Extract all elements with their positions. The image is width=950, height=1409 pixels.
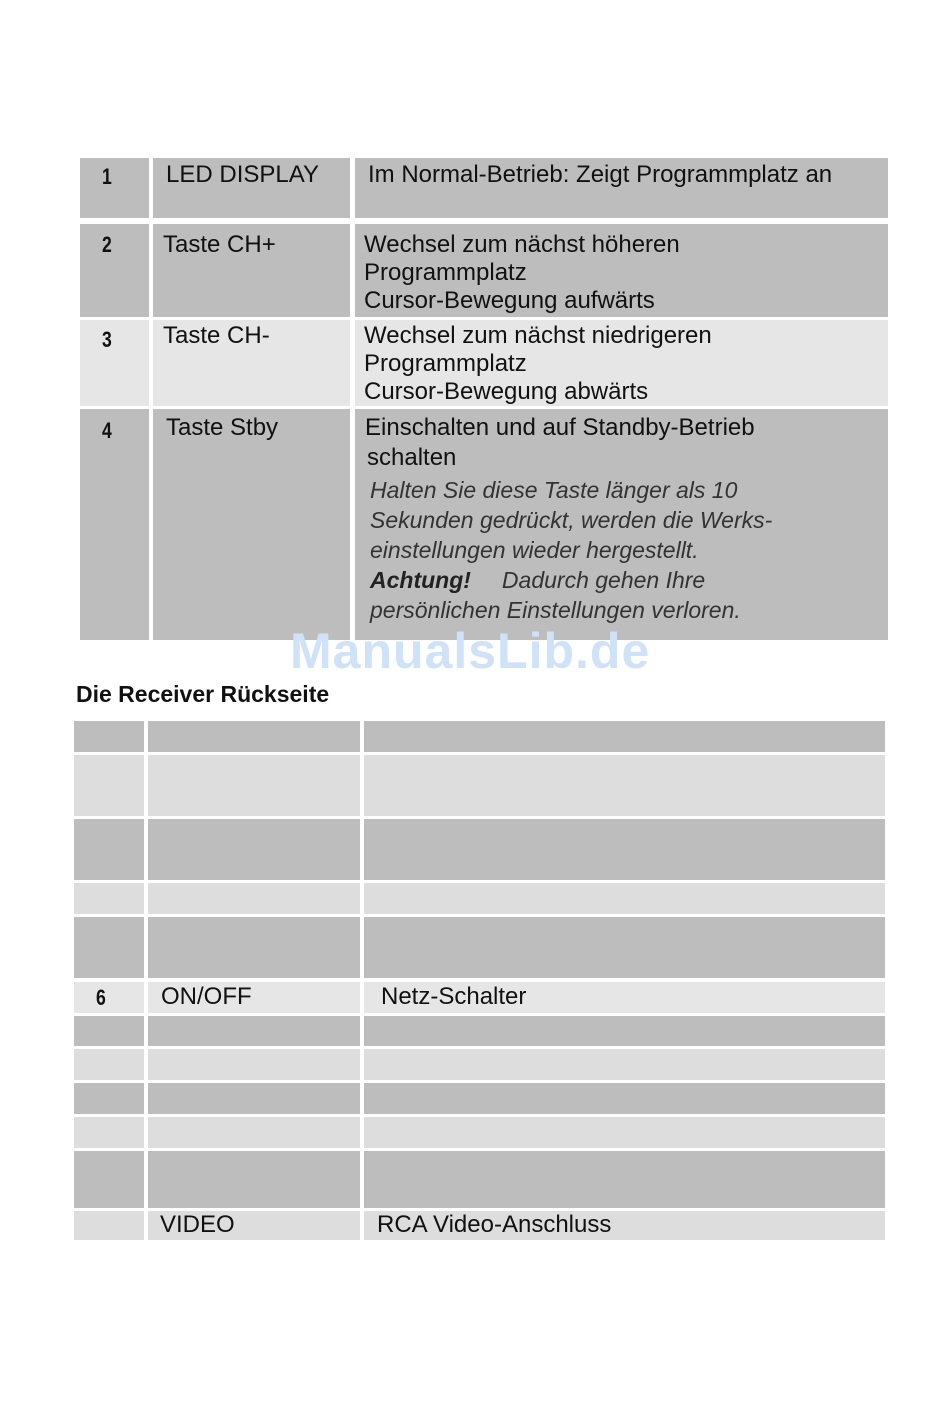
table-row (74, 1049, 144, 1080)
row-name-cell (148, 917, 360, 978)
row-desc-line: Cursor-Bewegung aufwärts (364, 287, 655, 314)
note-line: einstellungen wieder hergestellt. (370, 537, 699, 563)
row-desc-line: schalten (367, 444, 457, 471)
row-desc-cell (355, 158, 888, 218)
table-row (74, 1151, 144, 1208)
table-row (74, 1211, 144, 1240)
table-row (80, 224, 149, 317)
table-row (74, 982, 144, 1013)
row-desc-cell (364, 1049, 885, 1080)
table-row (74, 755, 144, 816)
row-name-cell (148, 1151, 360, 1208)
row-name-cell (148, 1049, 360, 1080)
row-name-cell (153, 224, 350, 317)
row-desc-cell (355, 409, 888, 640)
row-name-cell (148, 1211, 360, 1240)
row-name: Taste CH- (163, 322, 270, 349)
row-name-cell (148, 1016, 360, 1046)
row-desc: RCA Video-Anschluss (377, 1211, 612, 1238)
table-row (74, 883, 144, 914)
row-name-cell (148, 1083, 360, 1114)
table-row (80, 320, 149, 406)
row-name-cell (148, 1117, 360, 1148)
row-name: ON/OFF (161, 983, 252, 1010)
table-row (74, 1016, 144, 1046)
row-desc-cell (364, 755, 885, 816)
row-name-cell (153, 320, 350, 406)
row-desc-cell (364, 883, 885, 914)
row-number: 1 (102, 164, 112, 189)
row-desc-cell (364, 1016, 885, 1046)
row-name: VIDEO (160, 1211, 235, 1238)
warning-label: Achtung! (370, 567, 471, 593)
row-name-cell (148, 721, 360, 752)
row-desc-cell (364, 917, 885, 978)
table-row (74, 1083, 144, 1114)
row-name-cell (148, 883, 360, 914)
table-row (74, 1117, 144, 1148)
warning-line: persönlichen Einstellungen verloren. (370, 597, 741, 623)
table-row (74, 819, 144, 880)
row-name: LED DISPLAY (166, 161, 319, 188)
row-desc-line: Programmplatz (364, 259, 527, 286)
row-number: 2 (102, 232, 112, 257)
row-desc-line: Wechsel zum nächst höheren (364, 231, 680, 258)
row-name-cell (148, 755, 360, 816)
row-desc-cell (364, 982, 885, 1013)
row-desc-cell (364, 1083, 885, 1114)
watermark: ManualsLib.de (290, 623, 651, 679)
row-desc-cell (355, 320, 888, 406)
section-title: Die Receiver Rückseite (76, 681, 330, 707)
note-line: Sekunden gedrückt, werden die Werks- (370, 507, 773, 533)
row-name-cell (153, 409, 350, 640)
row-name: Taste CH+ (163, 231, 276, 258)
row-name-cell (148, 819, 360, 880)
row-desc-line: Im Normal-Betrieb: Zeigt Programmplatz an (368, 161, 833, 188)
row-desc-cell (355, 224, 888, 317)
row-desc-line: Programmplatz (364, 350, 527, 377)
row-desc-line: Wechsel zum nächst niedrigeren (364, 322, 712, 349)
row-number: 4 (102, 418, 112, 443)
warning-line (370, 565, 772, 595)
row-desc-line: Cursor-Bewegung abwärts (364, 378, 649, 405)
row-desc-line: Einschalten und auf Standby-Betrieb (365, 414, 755, 441)
row-desc-cell (364, 1151, 885, 1208)
row-name-cell (153, 158, 350, 218)
table-row (80, 158, 149, 218)
row-desc-cell (364, 1117, 885, 1148)
row-number: 3 (102, 327, 112, 352)
row-number: 6 (96, 985, 106, 1010)
note-line: Halten Sie diese Taste länger als 10 (370, 477, 738, 503)
row-desc: Netz-Schalter (381, 983, 527, 1010)
row-desc-cell (364, 1211, 885, 1240)
row-desc-cell (364, 721, 885, 752)
table-row (74, 917, 144, 978)
table-row (80, 409, 149, 640)
row-name: Taste Stby (166, 414, 279, 441)
row-name-cell (148, 982, 360, 1013)
row-desc-cell (364, 819, 885, 880)
warning-text: Dadurch gehen Ihre (501, 567, 706, 593)
table-row (74, 721, 144, 752)
